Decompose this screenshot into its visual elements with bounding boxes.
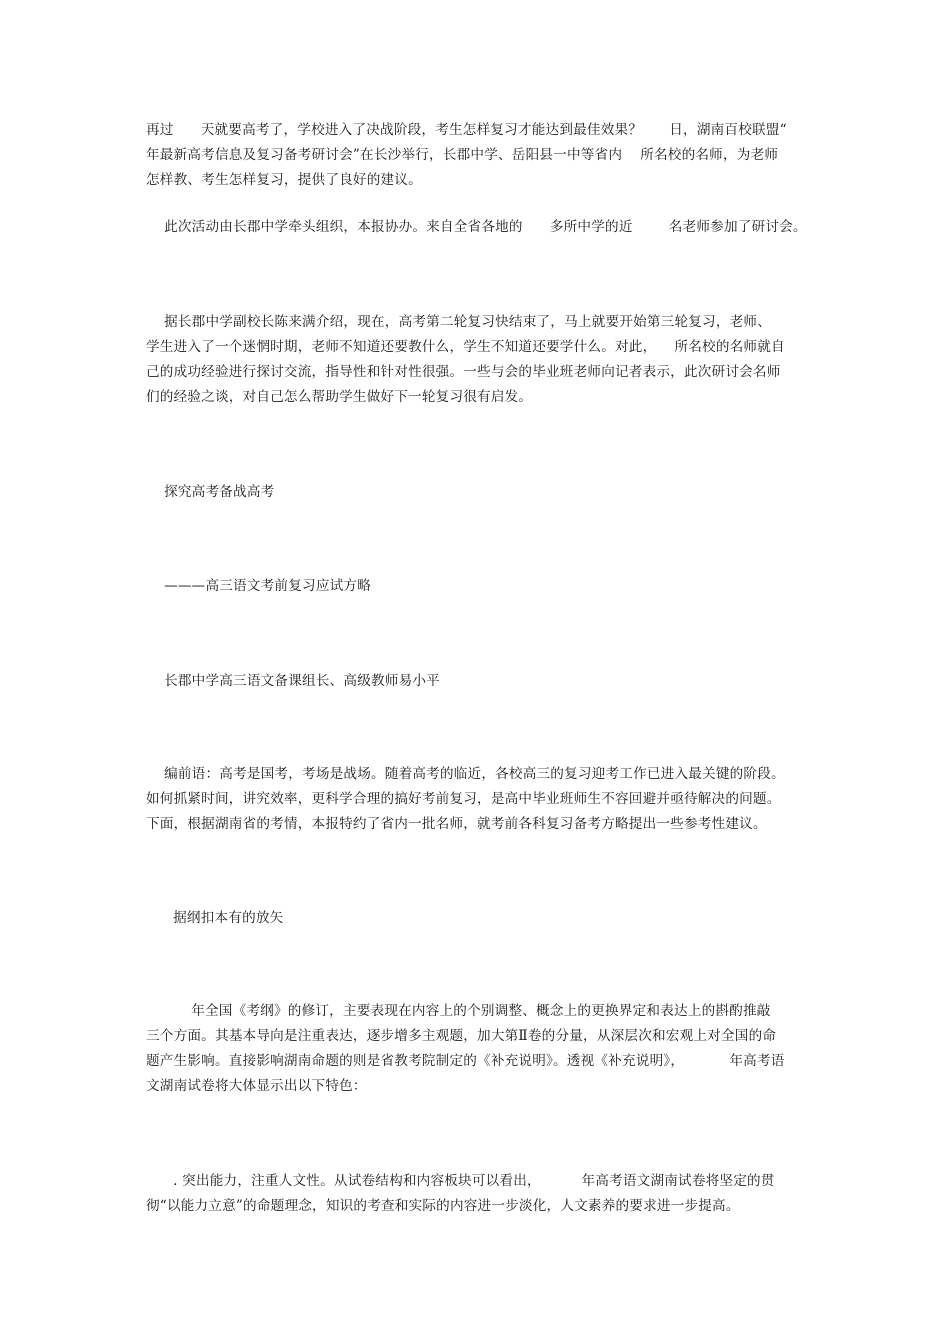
text-line: 年全国《考纲》的修订，主要表现在内容上的个别调整、概念上的更换界定和表达上的斟酌推敲 xyxy=(146,1003,771,1019)
text-line: . 突出能力，注重人文性。从试卷结构和内容板块可以看出， 年高考语文湖南试卷将坚定的贯 xyxy=(146,1173,775,1189)
article-heading: 探究高考备战高考 xyxy=(146,484,275,500)
text-line: 年最新高考信息及复习备考研讨会”在长沙举行，长郡中学、岳阳县一中等省内 所名校的名师，为老师 xyxy=(146,147,779,163)
text-line: 如何抓紧时间，讲究效率，更科学合理的搞好考前复习，是高中毕业班师生不容回避并亟待解决的问题。 xyxy=(146,791,781,807)
author-line: 长郡中学高三语文备课组长、高级教师易小平 xyxy=(146,673,440,689)
text-line: 学生进入了一个迷惘时期，老师不知道还要教什么，学生不知道还要学什么。对此， 所名校的名师就自 xyxy=(146,339,785,355)
article-subheading: ———高三语文考前复习应试方略 xyxy=(146,578,371,594)
section-title: 据纲扣本有的放矢 xyxy=(146,910,284,926)
text-line: 三个方面。其基本导向是注重表达，逐步增多主观题，加大第Ⅱ卷的分量，从深层次和宏观上对全国的命 xyxy=(146,1028,777,1044)
text-line: 己的成功经验进行探讨交流，指导性和针对性很强。一些与会的毕业班老师向记者表示，此次研讨会名师 xyxy=(146,364,781,380)
text-line: 怎样教、考生怎样复习，提供了良好的建议。 xyxy=(146,172,422,188)
text-line: 文湖南试卷将大体显示出以下特色： xyxy=(146,1078,367,1094)
text-line: 据长郡中学副校长陈来满介绍，现在，高考第二轮复习快结束了，马上就要开始第三轮复习，老师、 xyxy=(146,314,772,330)
text-line: 题产生影响。直接影响湖南命题的则是省教考院制定的《补充说明》。透视《补充说明》， 年高考语 xyxy=(146,1053,785,1069)
text-line: 们的经验之谈，对自己怎么帮助学生做好下一轮复习很有启发。 xyxy=(146,389,533,405)
text-line: 此次活动由长郡中学牵头组织，本报协办。来自全省各地的 多所中学的近 名老师参加了研讨会。 xyxy=(146,219,807,235)
text-line: 编前语：高考是国考，考场是战场。随着高考的临近，各校高三的复习迎考工作已进入最关键的阶段。 xyxy=(146,766,785,782)
text-line: 彻“以能力立意”的命题理念，知识的考查和实际的内容进一步淡化，人文素养的要求进一步提高。 xyxy=(146,1198,740,1214)
text-line: 下面，根据湖南省的考情，本报特约了省内一批名师，就考前各科复习备考方略提出一些参考性建议。 xyxy=(146,816,767,832)
text-line: 再过 天就要高考了，学校进入了决战阶段，考生怎样复习才能达到最佳效果？ 日，湖南百校联盟“ xyxy=(146,122,787,138)
